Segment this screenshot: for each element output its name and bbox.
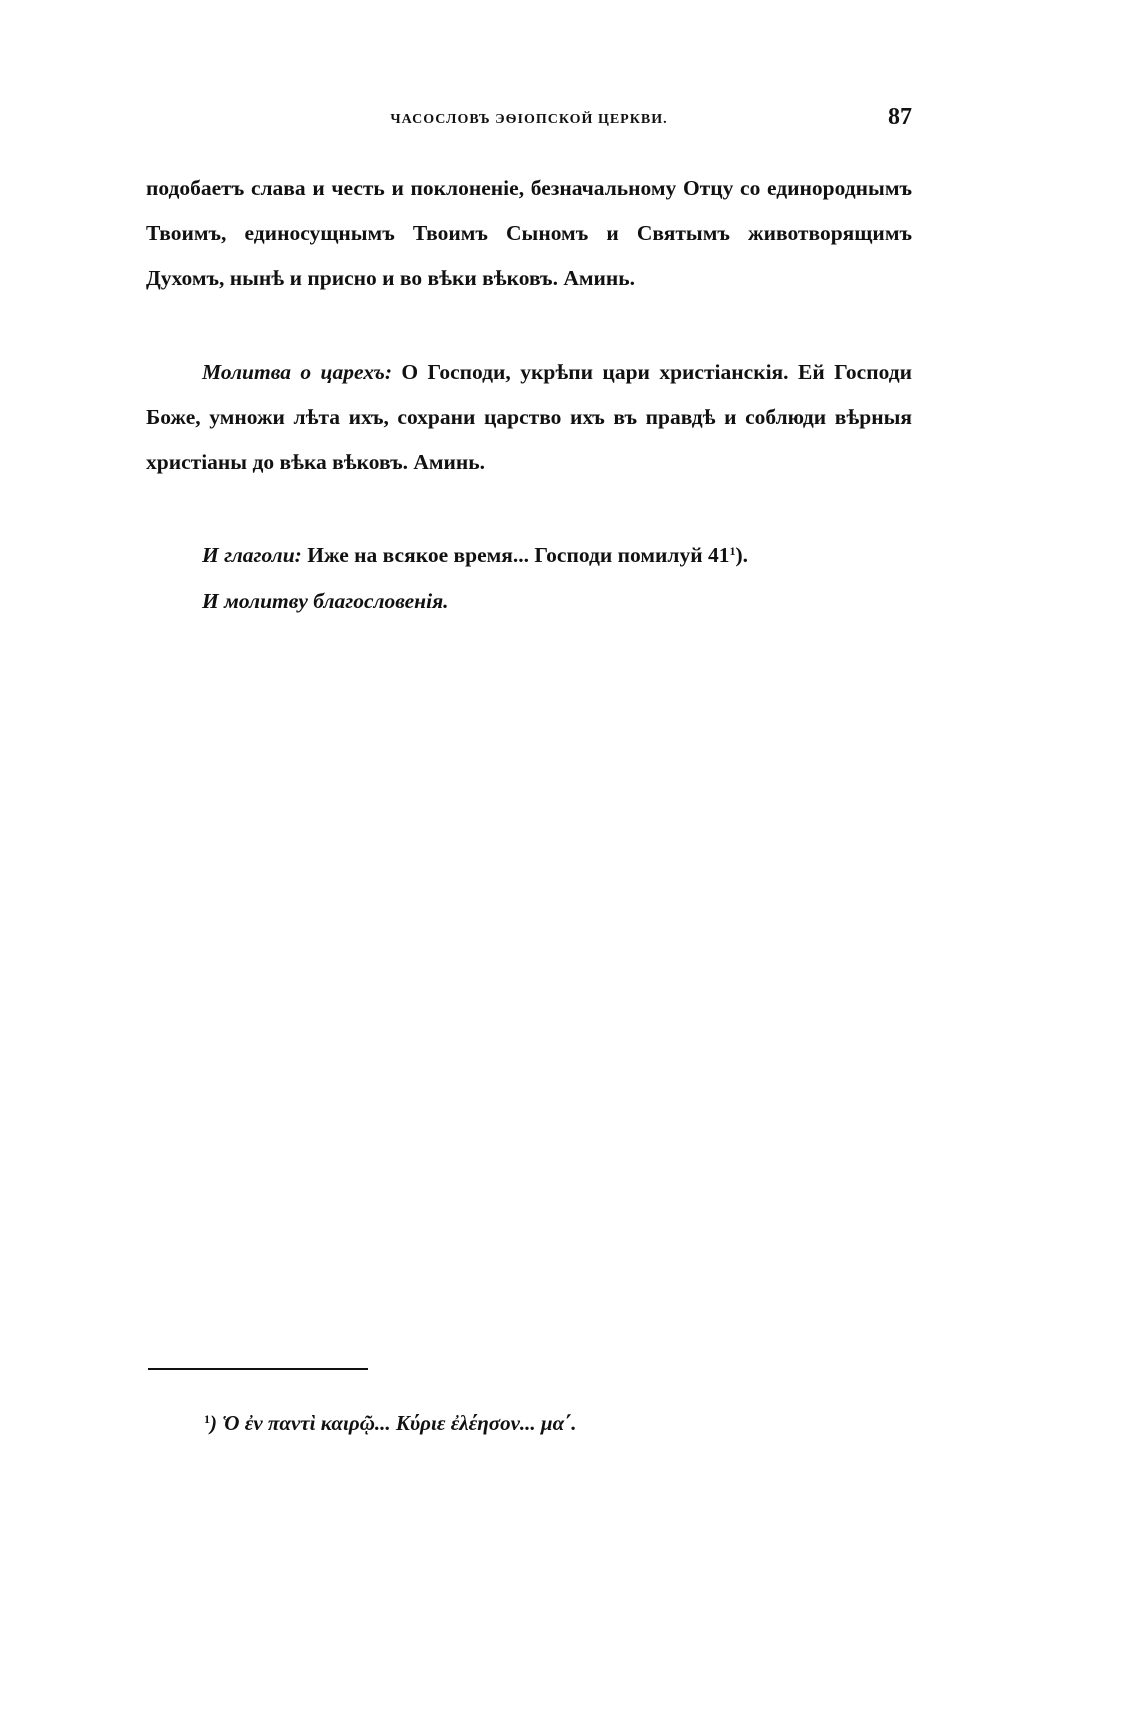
footnote-marker-paren: ) (210, 1411, 217, 1435)
footnote-reference: 1 (729, 544, 736, 558)
footnote-marker: 1 (204, 1412, 210, 1426)
footnote-text: Ὁ ἐν παντὶ καιρῷ... Κύριε ἐλέησον... μα΄. (217, 1411, 577, 1435)
page-header (146, 104, 912, 144)
paragraph-doxology: подобаетъ слава и честь и поклоненіе, безначальному Отцу со единороднымъ Твоимъ, единосущнымъ Твоимъ Сыномъ и Святымъ животворящимъ Духомъ, нынѣ и присно и во вѣки вѣковъ. Аминь. (146, 176, 912, 290)
running-head: ЧАСОСЛОВЪ ЭѲІОПСКОЙ ЦЕРКВИ. (390, 112, 668, 127)
rubric-label: И глаголи: (202, 543, 302, 567)
footnote (204, 1411, 576, 1436)
footnote-rule (148, 1368, 368, 1370)
paragraph-rubric-say (146, 533, 912, 578)
page-number: 87 (888, 104, 912, 130)
prayer-heading: Молитва о царехъ: (202, 360, 392, 384)
rubric-text: Иже на всякое время... Господи помилуй 41 (301, 543, 730, 567)
rubric-text-end: ). (735, 543, 749, 567)
paragraph-prayer-for-kings (146, 350, 912, 485)
prayer-text: О Господи, укрѣпи цари христіанскія. Ей Господи Боже, умножи лѣта ихъ, сохрани царство ихъ въ правдѣ и соблюди вѣрныя христіаны до вѣка вѣковъ. Аминь. (146, 360, 913, 474)
paragraph-blessing-rubric: И молитву благословенія. (202, 589, 449, 613)
